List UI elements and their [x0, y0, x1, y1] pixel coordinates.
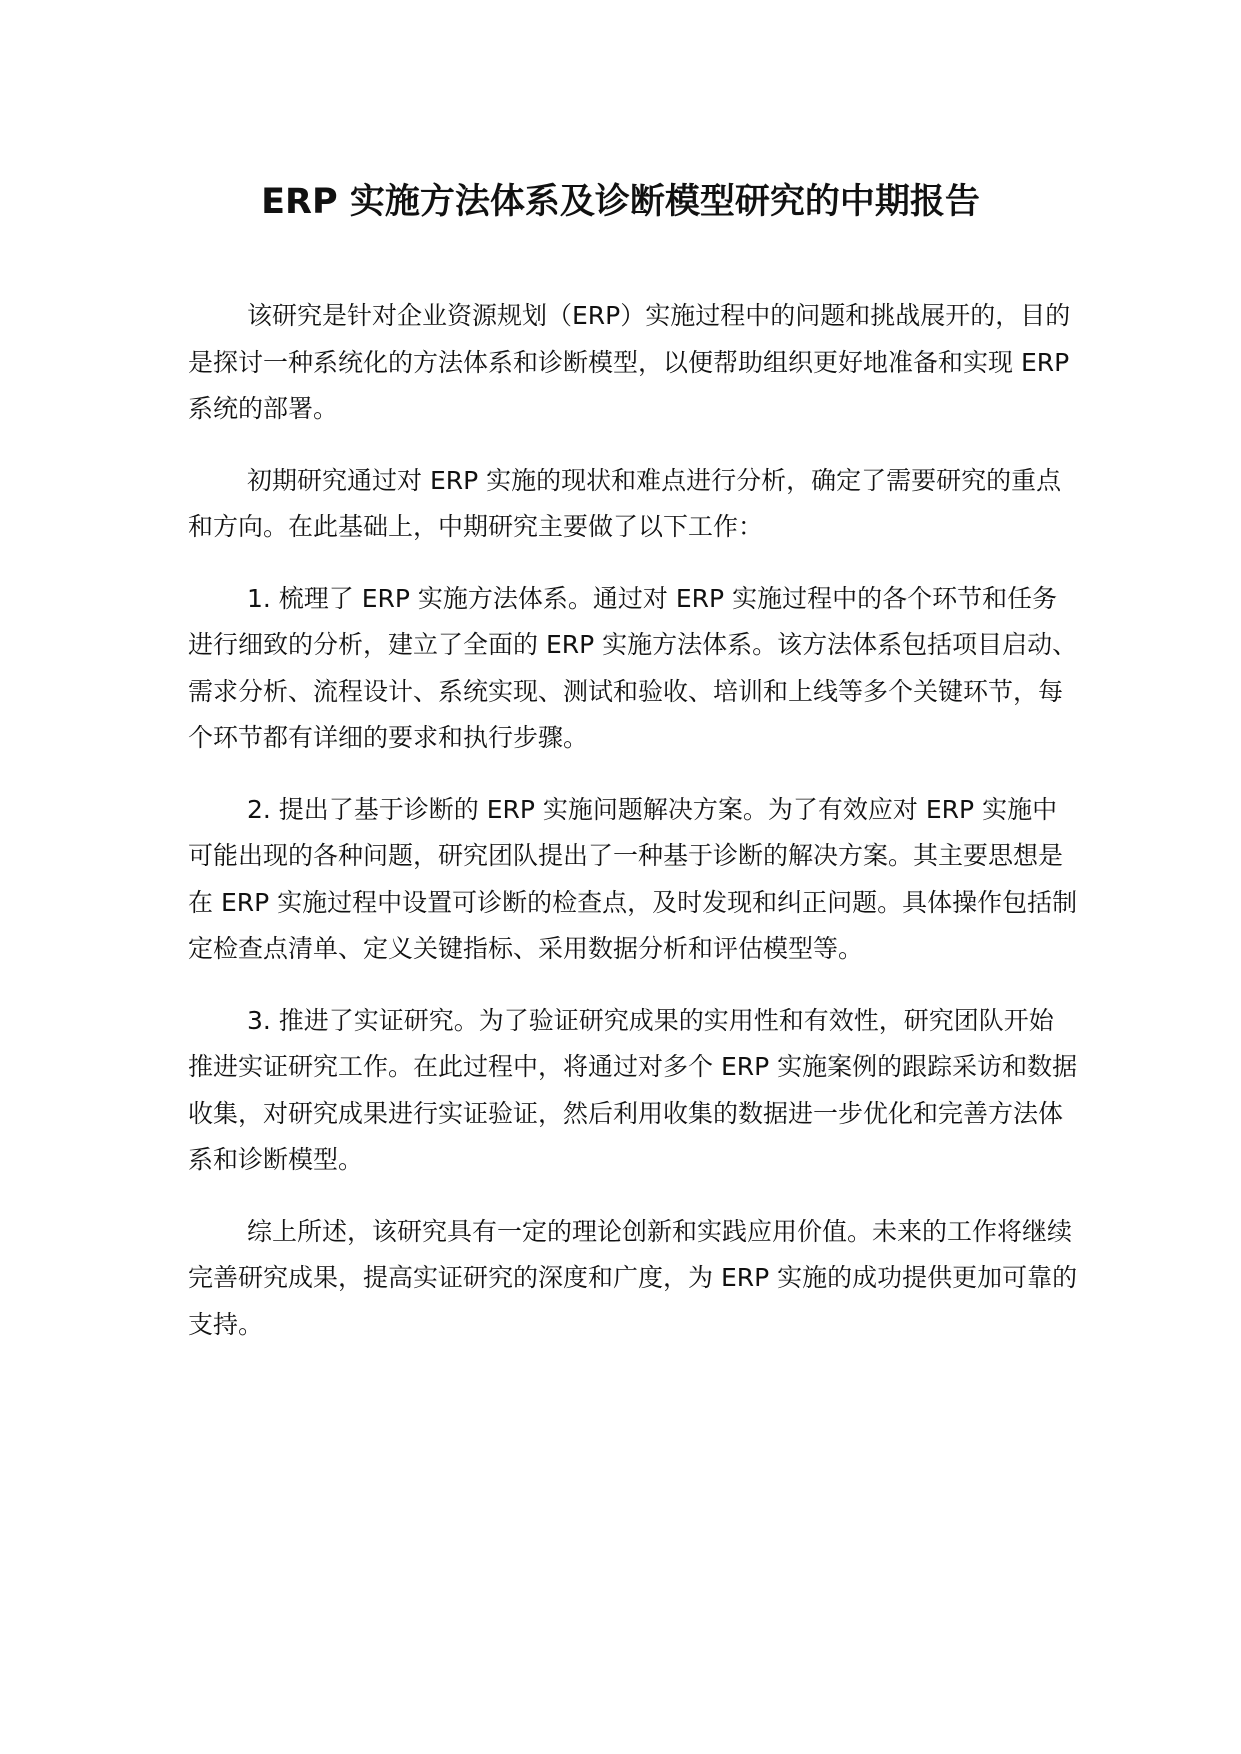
paragraph-item-1: 1. 梳理了 ERP 实施方法体系。通过对 ERP 实施过程中的各个环节和任务进行细致的分析，建立了全面的 ERP 实施方法体系。该方法体系包括项目启动、需求分析、流程设计、系统实现、测试和验收、培训和上线等多个关键环节，每个环节都有详细的要求和执行步骤。: [188, 583, 1078, 752]
paragraph-item-2: 2. 提出了基于诊断的 ERP 实施问题解决方案。为了有效应对 ERP 实施中可能出现的各种问题，研究团队提出了一种基于诊断的解决方案。其主要思想是在 ERP 实施过程中设置可诊断的检查点，及时发现和纠正问题。具体操作包括制定检查点清单、定义关键指标、采用数据分析和评估模型等。: [188, 794, 1078, 963]
document-body: [188, 293, 1078, 1373]
paragraph-summary: 综上所述，该研究具有一定的理论创新和实践应用价值。未来的工作将继续完善研究成果，提高实证研究的深度和广度，为 ERP 实施的成功提供更加可靠的支持。: [188, 1216, 1078, 1339]
paragraph-initial-research: 初期研究通过对 ERP 实施的现状和难点进行分析，确定了需要研究的重点和方向。在此基础上，中期研究主要做了以下工作：: [188, 465, 1062, 541]
paragraph-item-3: 3. 推进了实证研究。为了验证研究成果的实用性和有效性，研究团队开始推进实证研究工作。在此过程中，将通过对多个 ERP 实施案例的跟踪采访和数据收集，对研究成果进行实证验证，然后利用收集的数据进一步优化和完善方法体系和诊断模型。: [188, 1005, 1078, 1174]
paragraph-intro: 该研究是针对企业资源规划（ERP）实施过程中的问题和挑战展开的，目的是探讨一种系统化的方法体系和诊断模型，以便帮助组织更好地准备和实现 ERP 系统的部署。: [188, 301, 1071, 423]
document-title: ERP 实施方法体系及诊断模型研究的中期报告: [261, 182, 980, 222]
